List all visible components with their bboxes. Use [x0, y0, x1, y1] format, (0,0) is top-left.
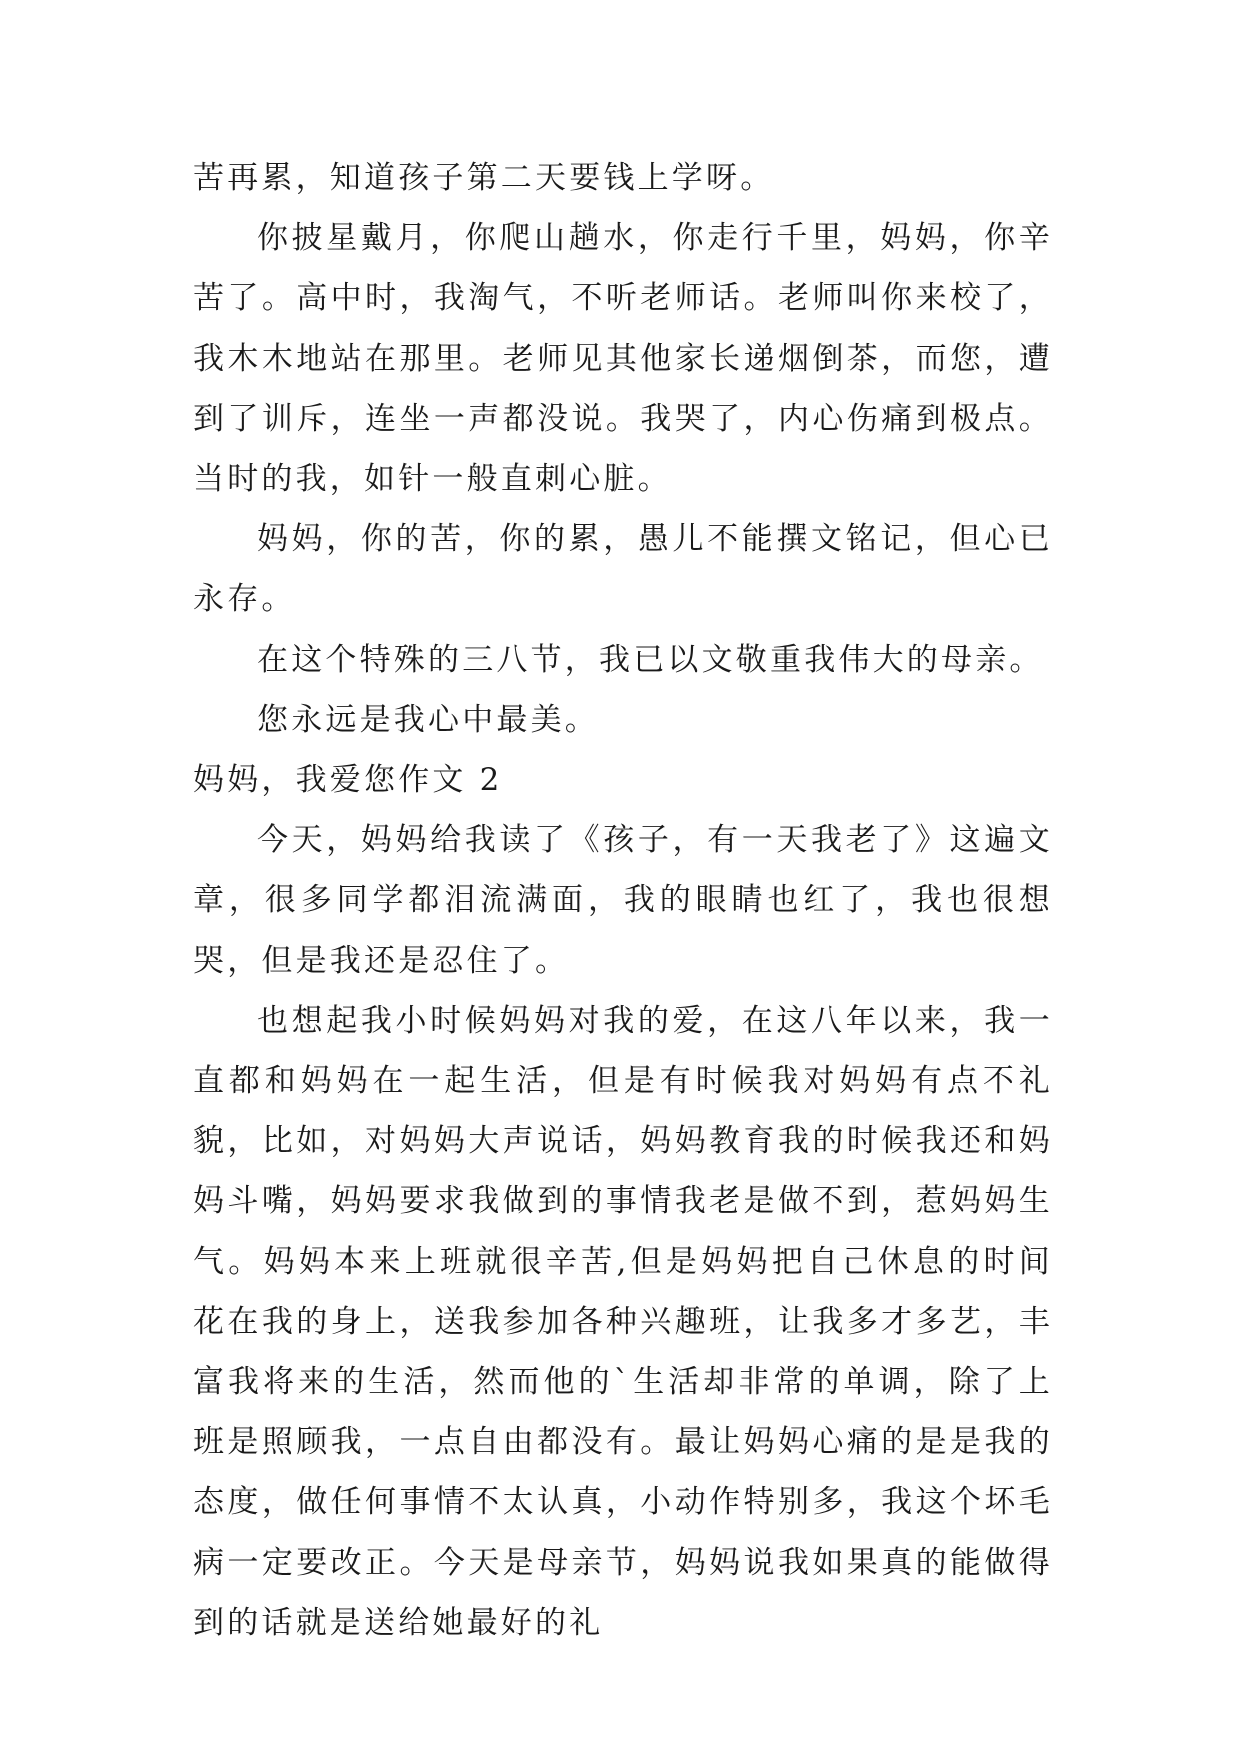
paragraph-2: 你披星戴月，你爬山趟水，你走行千里，妈妈，你辛苦了。高中时，我淘气，不听老师话。老师叫你来校了，我木木地站在那里。老师见其他家长递烟倒茶，而您，遭到了训斥，连坐一声都没说。我哭了，内心伤痛到极点。当时的我，如针一般直刺心脏。 — [193, 220, 1053, 498]
section-title: 妈妈，我爱您作文 2 — [193, 762, 503, 799]
paragraph-1: 苦再累，知道孩子第二天要钱上学呀。 — [193, 160, 775, 196]
paragraph-3: 妈妈，你的苦，你的累，愚儿不能撰文铭记，但心已永存。 — [193, 521, 1053, 618]
paragraph-6: 今天，妈妈给我读了《孩子，有一天我老了》这遍文章，很多同学都泪流满面，我的眼睛也红了，我也很想哭，但是我还是忍住了。 — [193, 822, 1053, 979]
paragraph-5: 您永远是我心中最美。 — [257, 701, 599, 738]
paragraph-7: 也想起我小时候妈妈对我的爱，在这八年以来，我一直都和妈妈在一起生活，但是有时候我对妈妈有点不礼貌，比如，对妈妈大声说话，妈妈教育我的时候我还和妈妈斗嘴，妈妈要求我做到的事情我老是做不到，惹妈妈生气。妈妈本来上班就很辛苦,但是妈妈把自己休息的时间花在我的身上，送我参加各种兴趣班，让我多才多艺，丰富我将来的生活，然而他的`生活却非常的单调，除了上班是照顾我，一点自由都没有。最让妈妈心痛的是是我的态度，做任何事情不太认真，小动作特别多，我这个坏毛病一定要改正。今天是母亲节，妈妈说我如果真的能做得到的话就是送给她最好的礼 — [193, 1002, 1053, 1641]
essay-body — [193, 148, 1053, 1653]
paragraph-4: 在这个特殊的三八节，我已以文敬重我伟大的母亲。 — [257, 641, 1044, 678]
